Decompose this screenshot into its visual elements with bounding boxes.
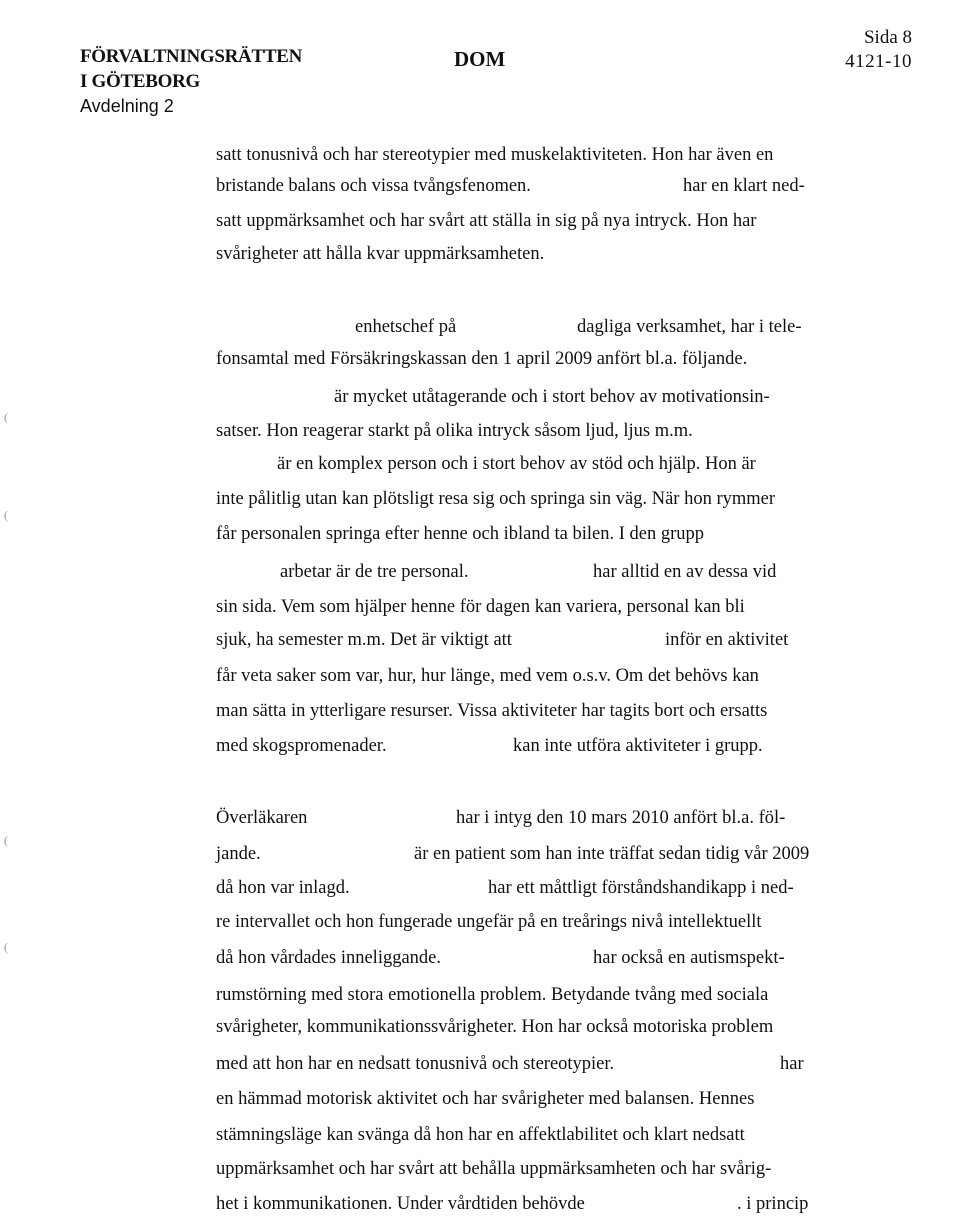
body-line: re intervallet och hon fungerade ungefär på en treårings nivå intellektuellt — [216, 912, 762, 932]
body-line: stämningsläge kan svänga då hon har en affektlabilitet och klart nedsatt — [216, 1125, 745, 1145]
body-line: man sätta in ytterligare resurser. Vissa aktiviteter har tagits bort och ersatts — [216, 701, 768, 721]
body-line: Överläkaren — [216, 808, 308, 828]
body-line: är en komplex person och i stort behov av stöd och hjälp. Hon är — [277, 454, 756, 474]
body-line: har också en autismspekt- — [593, 948, 785, 968]
body-line: bristande balans och vissa tvångsfenomen. — [216, 176, 531, 196]
body-line: en hämmad motorisk aktivitet och har svårigheter med balansen. Hennes — [216, 1089, 755, 1109]
body-line: rumstörning med stora emotionella problem. Betydande tvång med sociala — [216, 985, 769, 1005]
body-line: har i intyg den 10 mars 2010 anfört bl.a. föl- — [456, 808, 786, 828]
scan-speck: ( — [4, 508, 8, 522]
body-line: enhetschef på — [355, 317, 457, 337]
scan-speck: ( — [4, 410, 8, 424]
body-line: är en patient som han inte träffat sedan tidig vår 2009 — [414, 844, 810, 864]
body-line: då hon vårdades inneliggande. — [216, 948, 442, 968]
body-line: inför en aktivitet — [665, 630, 789, 650]
department: Avdelning 2 — [80, 96, 174, 116]
body-line: . i princip — [737, 1194, 809, 1214]
body-line: het i kommunikationen. Under vårdtiden behövde — [216, 1194, 585, 1214]
body-line: arbetar är de tre personal. — [280, 562, 469, 582]
body-line: uppmärksamhet och har svårt att behålla uppmärksamheten och har svårig- — [216, 1159, 772, 1179]
body-line: satt tonusnivå och har stereotypier med muskelaktiviteten. Hon har även en — [216, 145, 774, 165]
body-line: med skogspromenader. — [216, 736, 387, 756]
court-name: FÖRVALTNINGSRÄTTEN — [80, 46, 302, 67]
body-line: sjuk, ha semester m.m. Det är viktigt att — [216, 630, 512, 650]
body-line: då hon var inlagd. — [216, 878, 350, 898]
body-line: har en klart ned- — [683, 176, 805, 196]
scan-speck: ( — [4, 940, 8, 954]
body-line: jande. — [216, 844, 261, 864]
body-line: fonsamtal med Försäkringskassan den 1 april 2009 anfört bl.a. följande. — [216, 349, 748, 369]
body-line: svårigheter, kommunikationssvårigheter. Hon har också motoriska problem — [216, 1017, 774, 1037]
body-line: med att hon har en nedsatt tonusnivå och stereotypier. — [216, 1054, 615, 1074]
body-line: svårigheter att hålla kvar uppmärksamheten. — [216, 244, 545, 264]
case-number: 4121-10 — [845, 51, 912, 72]
body-line: har alltid en av dessa vid — [593, 562, 777, 582]
body-line: inte pålitlig utan kan plötsligt resa sig och springa sin väg. När hon rymmer — [216, 489, 776, 509]
body-line: är mycket utåtagerande och i stort behov av motivationsin- — [334, 387, 770, 407]
court-city: I GÖTEBORG — [80, 71, 200, 92]
document-type: DOM — [454, 47, 506, 71]
body-line: sin sida. Vem som hjälper henne för dagen kan variera, personal kan bli — [216, 597, 745, 617]
scan-speck: ( — [4, 833, 8, 847]
page-number: Sida 8 — [863, 27, 912, 48]
body-line: får veta saker som var, hur, hur länge, med vem o.s.v. Om det behövs kan — [216, 666, 759, 686]
body-line: har — [780, 1054, 804, 1074]
body-line: får personalen springa efter henne och ibland ta bilen. I den grupp — [216, 524, 705, 544]
body-line: kan inte utföra aktiviteter i grupp. — [513, 736, 763, 756]
body-line: dagliga verksamhet, har i tele- — [577, 317, 802, 337]
body-line: satt uppmärksamhet och har svårt att ställa in sig på nya intryck. Hon har — [216, 211, 757, 231]
body-line: satser. Hon reagerar starkt på olika intryck såsom ljud, ljus m.m. — [216, 421, 693, 441]
body-line: har ett måttligt förståndshandikapp i ned- — [488, 878, 794, 898]
